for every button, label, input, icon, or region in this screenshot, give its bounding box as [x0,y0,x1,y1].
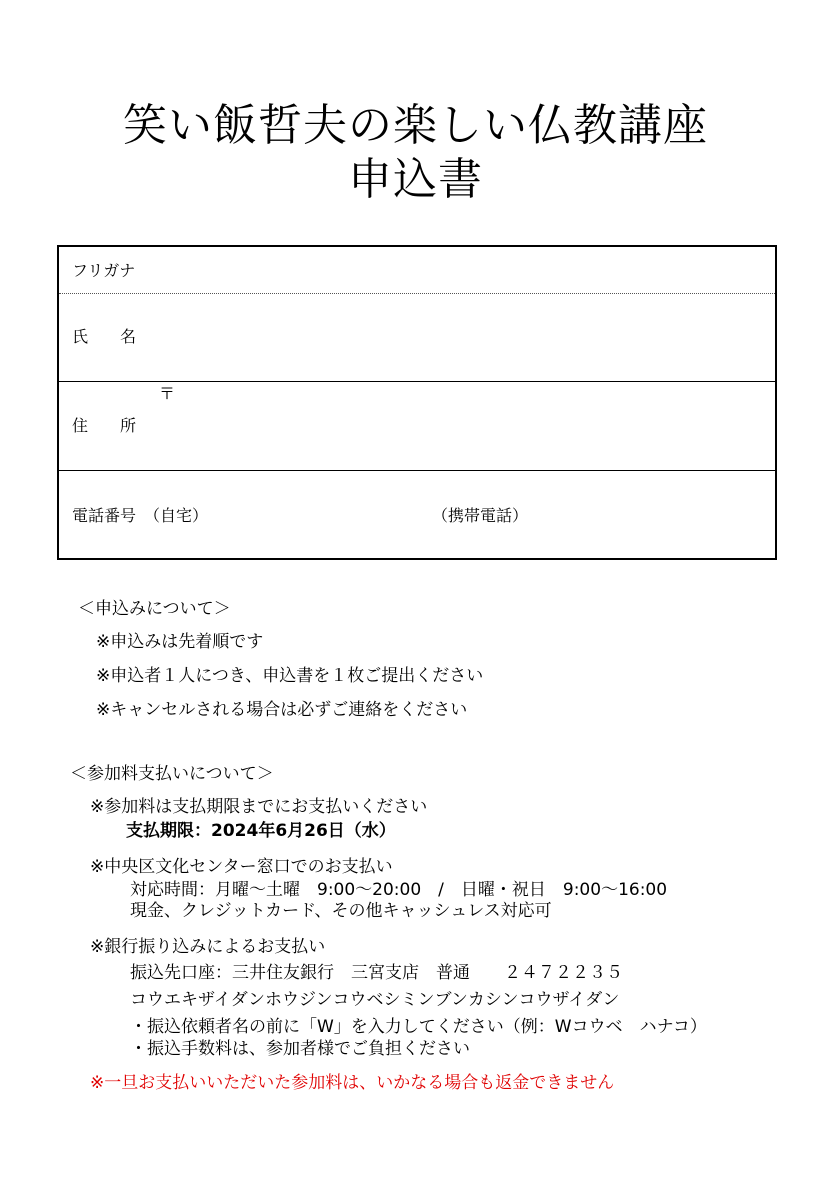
note-first-come: ※申込みは先着順です [96,632,264,652]
bank-payment-note: ※銀行振り込みによるお支払い [90,937,326,957]
center-hours: 対応時間：月曜～土曜 9:00～20:00 / 日曜・祝日 9:00～16:00 [130,880,668,900]
page-subtitle: 申込書 [348,154,483,205]
bank-tip-prefix: ・振込依頼者名の前に「W」を入力してください（例：Wコウベ ハナコ） [130,1017,707,1037]
phone-label: 電話番号 （自宅） [72,506,209,525]
center-payment-note: ※中央区文化センター窓口でのお支払い [90,857,393,877]
bank-tip-fee: ・振込手数料は、参加者様でご負担ください [130,1039,470,1059]
mobile-label: （携帯電話） [432,506,529,525]
application-form [57,245,777,560]
deadline-note: ※参加料は支払期限までにお支払いください [90,797,428,817]
application-heading: ＜申込みについて＞ [78,599,231,619]
page-title: 笑い飯哲夫の楽しい仏教講座 [123,100,708,151]
payment-heading: ＜参加料支払いについて＞ [70,764,274,784]
note-cancel: ※キャンセルされる場合は必ずご連絡をください [96,700,468,720]
postal-mark: 〒 [159,384,176,403]
note-one-per-person: ※申込者１人につき、申込書を１枚ご提出ください [96,666,484,686]
bank-account-holder: コウエキザイダンホウジンコウベシミンブンカシンコウザイダン [130,990,620,1010]
address-label: 住 所 [72,416,137,435]
bank-account: 振込先口座：三井住友銀行 三宮支店 普通 ２４７２２３５ [130,963,623,983]
phone-row[interactable] [59,471,775,558]
name-label: 氏 名 [72,327,137,346]
furigana-label: フリガナ [72,261,136,280]
payment-deadline: 支払期限：2024年6月26日（水） [126,821,396,841]
center-methods: 現金、クレジットカード、その他キャッシュレス対応可 [130,901,552,921]
address-row[interactable] [59,382,775,471]
name-row[interactable] [59,294,775,382]
no-refund-warning: ※一旦お支払いいただいた参加料は、いかなる場合も返金できません [90,1073,615,1093]
furigana-row[interactable] [59,247,775,294]
